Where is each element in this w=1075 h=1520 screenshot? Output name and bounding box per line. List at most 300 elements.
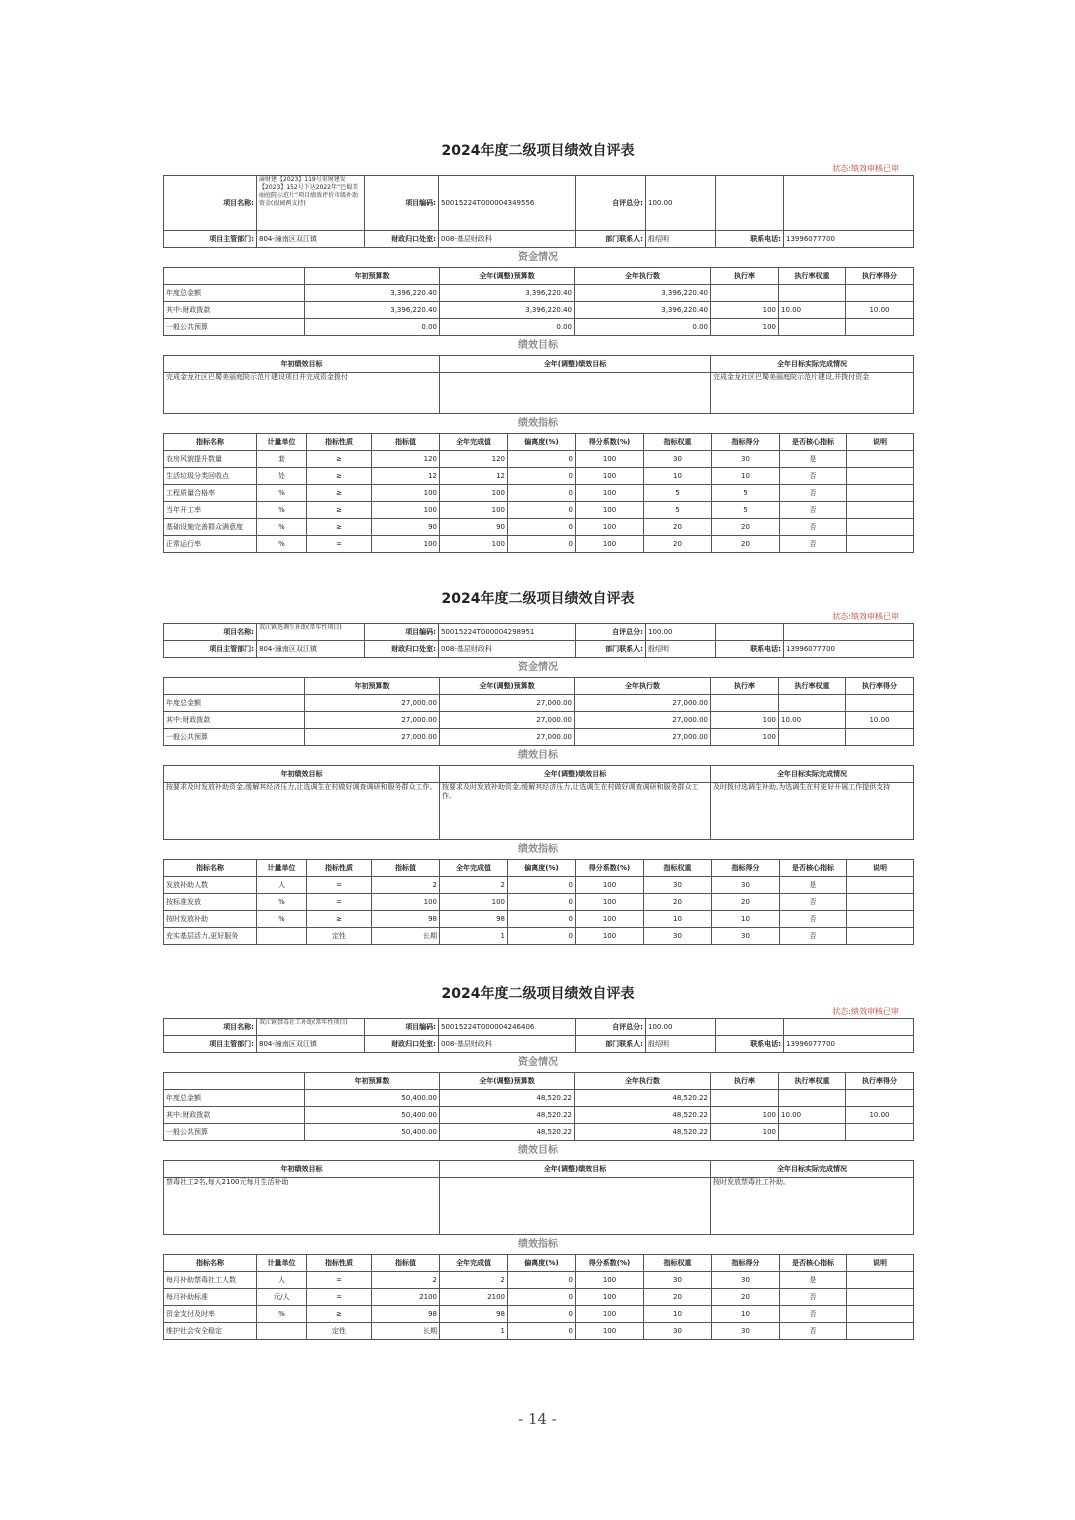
goal-initial: 完成金龙社区巴蜀美丽庭院示范片建设项目并完成资金拨付 xyxy=(164,373,440,414)
indicator-cell: 90 xyxy=(440,519,508,536)
indicator-row xyxy=(164,468,914,485)
indicator-cell xyxy=(847,1306,914,1323)
indicator-cell: 0 xyxy=(508,1306,576,1323)
indicator-cell: = xyxy=(307,894,372,911)
goal-header: 年初绩效目标 xyxy=(164,766,440,783)
fund-cell: 3,396,220.40 xyxy=(305,302,440,319)
fund-header: 全年执行数 xyxy=(575,678,711,695)
fund-row-label: 一般公共预算 xyxy=(164,1124,305,1141)
indicator-cell: ≥ xyxy=(307,502,372,519)
indicator-cell: 否 xyxy=(780,519,847,536)
indicator-cell: 100 xyxy=(576,451,644,468)
indicator-cell: 100 xyxy=(576,519,644,536)
contact-person-value: 殷绍明 xyxy=(646,231,716,248)
fund-cell xyxy=(779,285,846,302)
fund-cell: 0.00 xyxy=(440,319,575,336)
indicator-cell: 否 xyxy=(780,1289,847,1306)
indicator-cell: 100 xyxy=(576,468,644,485)
indicator-cell: 按标准发放 xyxy=(164,894,257,911)
evaluation-table-3 xyxy=(163,983,913,1340)
indicator-cell xyxy=(847,1272,914,1289)
finance-office-label: 财政归口处室: xyxy=(365,1036,439,1053)
indicator-cell: 2 xyxy=(440,1272,508,1289)
indicators-table xyxy=(163,433,914,553)
indicator-header: 指标权重 xyxy=(644,1255,712,1272)
fund-header: 执行率权重 xyxy=(779,268,846,285)
indicator-header-row xyxy=(164,434,914,451)
fund-header: 执行率 xyxy=(711,678,779,695)
indicator-cell: 10 xyxy=(712,911,780,928)
indicator-cell: % xyxy=(257,894,307,911)
indicator-cell: 100 xyxy=(576,894,644,911)
project-code-label: 项目编码: xyxy=(365,624,439,641)
fund-header: 全年(调整)预算数 xyxy=(440,678,575,695)
fund-cell: 48,520.22 xyxy=(440,1107,575,1124)
indicator-cell: 否 xyxy=(780,502,847,519)
indicator-header: 是否核心指标 xyxy=(780,1255,847,1272)
indicator-cell: 否 xyxy=(780,536,847,553)
indicator-cell: 当年开工率 xyxy=(164,502,257,519)
fund-cell xyxy=(779,1090,846,1107)
fund-header: 执行率 xyxy=(711,1073,779,1090)
fund-row-label: 一般公共预算 xyxy=(164,729,305,746)
info-table xyxy=(163,175,914,248)
indicator-header: 指标权重 xyxy=(644,434,712,451)
indicator-cell: 否 xyxy=(780,1323,847,1340)
finance-office-value: 008-基层财政科 xyxy=(439,641,576,658)
empty-cell xyxy=(784,176,914,231)
indicator-row xyxy=(164,485,914,502)
fund-header: 年初预算数 xyxy=(305,1073,440,1090)
indicator-cell: 人 xyxy=(257,1272,307,1289)
phone-label: 联系电话: xyxy=(716,231,784,248)
project-name-value: 双江镇选调生补助(常年性项目) xyxy=(257,624,365,641)
indicator-cell: ≥ xyxy=(307,911,372,928)
fund-row xyxy=(164,695,914,712)
indicator-cell xyxy=(847,877,914,894)
fund-row xyxy=(164,1124,914,1141)
goal-initial: 按要求及时发放补助资金,缓解其经济压力,让选调生在村做好调查调研和服务群众工作。 xyxy=(164,783,440,840)
fund-row xyxy=(164,319,914,336)
indicator-cell: ≥ xyxy=(307,519,372,536)
fund-cell xyxy=(846,285,914,302)
indicator-cell: 100 xyxy=(440,894,508,911)
indicators-section-heading: 绩效指标 xyxy=(518,418,558,429)
fund-cell xyxy=(711,285,779,302)
indicator-row xyxy=(164,451,914,468)
fund-cell: 100 xyxy=(711,729,779,746)
indicator-cell: 30 xyxy=(644,1272,712,1289)
indicator-row xyxy=(164,519,914,536)
indicator-cell: 充实基层活力,更好服务 xyxy=(164,928,257,945)
info-table xyxy=(163,1018,914,1053)
fund-cell xyxy=(711,695,779,712)
fund-cell xyxy=(846,695,914,712)
fund-header: 执行率得分 xyxy=(846,678,914,695)
indicator-cell: 0 xyxy=(508,502,576,519)
status-badge: 状态:绩效审核已审 xyxy=(832,1007,899,1016)
indicator-cell xyxy=(847,485,914,502)
indicator-row xyxy=(164,894,914,911)
fund-row-label: 一般公共预算 xyxy=(164,319,305,336)
indicator-cell: 0 xyxy=(508,1289,576,1306)
indicator-cell: 基础设施完善群众满意度 xyxy=(164,519,257,536)
indicator-cell: 维护社会安全稳定 xyxy=(164,1323,257,1340)
indicator-cell: % xyxy=(257,536,307,553)
table-title: 2024年度二级项目绩效自评表 xyxy=(441,143,635,159)
indicator-cell: 否 xyxy=(780,894,847,911)
indicator-row xyxy=(164,911,914,928)
indicator-cell: 10 xyxy=(712,1306,780,1323)
fund-row xyxy=(164,729,914,746)
indicator-cell: 农房风貌提升数量 xyxy=(164,451,257,468)
indicator-cell: 100 xyxy=(576,485,644,502)
indicator-cell: 100 xyxy=(576,1272,644,1289)
indicator-cell: 30 xyxy=(712,1272,780,1289)
empty-cell xyxy=(716,1019,784,1036)
indicator-header: 指标权重 xyxy=(644,860,712,877)
fund-cell xyxy=(846,1090,914,1107)
fund-cell: 27,000.00 xyxy=(305,729,440,746)
goals-section-heading: 绩效目标 xyxy=(518,340,558,351)
indicator-cell: 100 xyxy=(372,502,440,519)
goals-table xyxy=(163,1160,914,1235)
indicator-cell: 100 xyxy=(576,1306,644,1323)
phone-value: 13996077700 xyxy=(784,641,914,658)
indicator-header: 计量单位 xyxy=(257,1255,307,1272)
indicator-header: 指标得分 xyxy=(712,1255,780,1272)
indicator-cell: 1 xyxy=(440,1323,508,1340)
indicator-cell: 长期 xyxy=(372,1323,440,1340)
status-badge: 状态:绩效审核已审 xyxy=(832,164,899,173)
indicator-header: 指标性质 xyxy=(307,860,372,877)
indicator-cell: 0 xyxy=(508,536,576,553)
indicators-table xyxy=(163,859,914,945)
table-title: 2024年度二级项目绩效自评表 xyxy=(441,986,635,1002)
fund-cell: 3,396,220.40 xyxy=(440,302,575,319)
indicator-cell: % xyxy=(257,519,307,536)
empty-cell xyxy=(164,678,305,695)
fund-cell: 27,000.00 xyxy=(440,729,575,746)
goal-initial: 禁毒社工2名,每人2100元每月生活补助 xyxy=(164,1178,440,1235)
indicator-cell: 10 xyxy=(644,468,712,485)
goal-actual: 完成金龙社区巴蜀美丽庭院示范片建设,并拨付资金 xyxy=(711,373,914,414)
indicator-header: 偏离度(%) xyxy=(508,1255,576,1272)
fund-row-label: 其中:财政拨款 xyxy=(164,712,305,729)
goal-header: 全年目标实际完成情况 xyxy=(711,1161,914,1178)
funds-table xyxy=(163,1072,914,1141)
indicator-header: 指标名称 xyxy=(164,1255,257,1272)
indicator-cell: 2100 xyxy=(440,1289,508,1306)
indicator-cell: 0 xyxy=(508,468,576,485)
indicator-header: 指标值 xyxy=(372,434,440,451)
indicator-cell: 20 xyxy=(712,519,780,536)
page-number: - 14 - xyxy=(518,1410,557,1428)
indicator-cell: 100 xyxy=(576,928,644,945)
indicator-header: 计量单位 xyxy=(257,434,307,451)
fund-cell: 3,396,220.40 xyxy=(575,285,711,302)
indicator-cell: 每月补助标准 xyxy=(164,1289,257,1306)
project-name-label: 项目名称: xyxy=(164,624,257,641)
project-code-label: 项目编码: xyxy=(365,1019,439,1036)
indicator-cell: 0 xyxy=(508,1272,576,1289)
empty-cell xyxy=(716,176,784,231)
indicator-cell: 元/人 xyxy=(257,1289,307,1306)
dept-value: 804-潼南区双江镇 xyxy=(257,231,365,248)
fund-cell: 50,400.00 xyxy=(305,1107,440,1124)
indicator-cell: 12 xyxy=(440,468,508,485)
indicator-header: 指标名称 xyxy=(164,860,257,877)
fund-cell xyxy=(846,319,914,336)
indicator-cell: 100 xyxy=(576,536,644,553)
indicator-header: 偏离度(%) xyxy=(508,860,576,877)
goals-section-heading: 绩效目标 xyxy=(518,1145,558,1156)
indicator-cell: 12 xyxy=(372,468,440,485)
fund-cell: 48,520.22 xyxy=(575,1090,711,1107)
indicator-cell: 30 xyxy=(712,877,780,894)
funds-section-heading: 资金情况 xyxy=(518,252,558,263)
indicator-cell: 100 xyxy=(440,502,508,519)
indicator-cell: 98 xyxy=(372,911,440,928)
indicator-header: 指标得分 xyxy=(712,434,780,451)
funds-table xyxy=(163,677,914,746)
indicator-row xyxy=(164,1289,914,1306)
indicator-cell: 否 xyxy=(780,468,847,485)
indicator-cell xyxy=(847,928,914,945)
goal-header: 全年(调整)绩效目标 xyxy=(440,766,711,783)
fund-cell xyxy=(846,1124,914,1141)
goal-header: 全年(调整)绩效目标 xyxy=(440,356,711,373)
indicator-header: 计量单位 xyxy=(257,860,307,877)
indicator-cell: = xyxy=(307,877,372,894)
fund-header: 执行率得分 xyxy=(846,268,914,285)
dept-label: 项目主管部门: xyxy=(164,641,257,658)
fund-cell: 3,396,220.40 xyxy=(305,285,440,302)
fund-cell: 100 xyxy=(711,302,779,319)
indicator-cell: 否 xyxy=(780,911,847,928)
project-code-label: 项目编码: xyxy=(365,176,439,231)
contact-person-label: 部门联系人: xyxy=(576,231,646,248)
indicator-cell: 是 xyxy=(780,451,847,468)
self-score-value: 100.00 xyxy=(646,176,716,231)
indicator-cell: 1 xyxy=(440,928,508,945)
dept-label: 项目主管部门: xyxy=(164,231,257,248)
indicator-cell: 10 xyxy=(644,911,712,928)
indicator-cell: 20 xyxy=(644,536,712,553)
indicator-row xyxy=(164,877,914,894)
indicator-header-row xyxy=(164,1255,914,1272)
goals-table xyxy=(163,355,914,414)
indicator-cell: 工程质量合格率 xyxy=(164,485,257,502)
indicator-cell: 30 xyxy=(644,1323,712,1340)
goal-adjusted: 按要求及时发放补助资金,缓解其经济压力,让选调生在村做好调查调研和服务群众工作。 xyxy=(440,783,711,840)
indicator-header: 指标得分 xyxy=(712,860,780,877)
goal-header: 全年(调整)绩效目标 xyxy=(440,1161,711,1178)
fund-header: 执行率权重 xyxy=(779,1073,846,1090)
indicator-cell: 定性 xyxy=(307,1323,372,1340)
goal-header: 年初绩效目标 xyxy=(164,1161,440,1178)
indicator-cell: 100 xyxy=(576,1323,644,1340)
indicator-cell: ≥ xyxy=(307,451,372,468)
fund-cell: 27,000.00 xyxy=(575,712,711,729)
fund-header: 全年(调整)预算数 xyxy=(440,1073,575,1090)
indicator-cell: 120 xyxy=(372,451,440,468)
phone-label: 联系电话: xyxy=(716,1036,784,1053)
indicator-header: 是否核心指标 xyxy=(780,434,847,451)
fund-cell: 27,000.00 xyxy=(575,695,711,712)
indicator-header: 全年完成值 xyxy=(440,434,508,451)
indicator-cell: 90 xyxy=(372,519,440,536)
fund-header: 全年执行数 xyxy=(575,1073,711,1090)
indicator-cell: 100 xyxy=(440,536,508,553)
indicator-cell: ≥ xyxy=(307,485,372,502)
indicator-header: 是否核心指标 xyxy=(780,860,847,877)
goal-actual: 按时发放禁毒社工补助。 xyxy=(711,1178,914,1235)
fund-row xyxy=(164,285,914,302)
dept-value: 804-潼南区双江镇 xyxy=(257,641,365,658)
fund-cell: 48,520.22 xyxy=(440,1090,575,1107)
indicator-cell: 是 xyxy=(780,1272,847,1289)
indicator-row xyxy=(164,1306,914,1323)
indicator-cell: 20 xyxy=(712,1289,780,1306)
indicator-cell: 否 xyxy=(780,485,847,502)
fund-cell: 10.00 xyxy=(846,712,914,729)
indicators-section-heading: 绩效指标 xyxy=(518,1239,558,1250)
fund-cell xyxy=(779,1124,846,1141)
indicator-cell: 20 xyxy=(644,894,712,911)
indicator-cell: 98 xyxy=(372,1306,440,1323)
indicator-cell: 0 xyxy=(508,451,576,468)
fund-cell: 10.00 xyxy=(779,1107,846,1124)
fund-cell xyxy=(779,319,846,336)
indicator-row xyxy=(164,536,914,553)
finance-office-value: 008-基层财政科 xyxy=(439,1036,576,1053)
project-name-label: 项目名称: xyxy=(164,176,257,231)
fund-cell: 100 xyxy=(711,712,779,729)
indicator-cell: 5 xyxy=(712,485,780,502)
goal-adjusted xyxy=(440,1178,711,1235)
indicator-header-row xyxy=(164,860,914,877)
indicator-cell: 每月补助禁毒社工人数 xyxy=(164,1272,257,1289)
indicator-cell: ≥ xyxy=(307,468,372,485)
fund-cell xyxy=(779,695,846,712)
fund-header: 执行率 xyxy=(711,268,779,285)
indicator-cell: 否 xyxy=(780,1306,847,1323)
indicator-cell: 按时发放补助 xyxy=(164,911,257,928)
contact-person-value: 殷绍明 xyxy=(646,1036,716,1053)
fund-cell xyxy=(779,729,846,746)
project-name-value: 渝财建【2023】119号重财建发【2023】152号下达2022年“巴蜀美丽庭院示范片”项目绩效评价市级补助资金(很园两支持) xyxy=(257,176,365,231)
project-code-value: 50015224T000004246406 xyxy=(439,1019,576,1036)
contact-person-value: 殷绍明 xyxy=(646,641,716,658)
indicator-cell: 处 xyxy=(257,468,307,485)
fund-header: 全年(调整)预算数 xyxy=(440,268,575,285)
table-title: 2024年度二级项目绩效自评表 xyxy=(441,591,635,607)
indicator-cell: ≥ xyxy=(307,1306,372,1323)
fund-cell: 3,396,220.40 xyxy=(440,285,575,302)
indicator-cell: 100 xyxy=(576,1289,644,1306)
indicator-cell: 0 xyxy=(508,485,576,502)
indicator-cell: 5 xyxy=(712,502,780,519)
fund-cell: 10.00 xyxy=(779,712,846,729)
indicator-header: 指标值 xyxy=(372,860,440,877)
fund-cell: 100 xyxy=(711,1124,779,1141)
indicator-header: 指标值 xyxy=(372,1255,440,1272)
finance-office-label: 财政归口处室: xyxy=(365,231,439,248)
indicator-cell: 30 xyxy=(644,451,712,468)
fund-cell: 48,520.22 xyxy=(575,1107,711,1124)
indicator-cell: = xyxy=(307,1289,372,1306)
indicator-header: 全年完成值 xyxy=(440,860,508,877)
indicator-cell: % xyxy=(257,1306,307,1323)
indicator-cell xyxy=(257,928,307,945)
indicator-cell: 发放补助人数 xyxy=(164,877,257,894)
indicator-cell xyxy=(257,1323,307,1340)
indicator-header: 得分系数(%) xyxy=(576,1255,644,1272)
indicator-header: 指标名称 xyxy=(164,434,257,451)
info-table xyxy=(163,623,914,658)
indicator-cell: 30 xyxy=(644,877,712,894)
indicator-cell: = xyxy=(307,536,372,553)
empty-cell xyxy=(164,1073,305,1090)
indicator-cell: 0 xyxy=(508,1323,576,1340)
goals-table xyxy=(163,765,914,840)
project-name-value: 双江镇禁毒社工补助(常年性项目) xyxy=(257,1019,365,1036)
fund-cell: 27,000.00 xyxy=(575,729,711,746)
fund-header: 年初预算数 xyxy=(305,268,440,285)
fund-cell: 48,520.22 xyxy=(440,1124,575,1141)
fund-cell: 10.00 xyxy=(779,302,846,319)
indicator-cell: 2 xyxy=(372,877,440,894)
indicator-cell xyxy=(847,451,914,468)
fund-cell: 0.00 xyxy=(575,319,711,336)
self-score-value: 100.00 xyxy=(646,1019,716,1036)
fund-cell: 48,520.22 xyxy=(575,1124,711,1141)
indicator-header: 全年完成值 xyxy=(440,1255,508,1272)
fund-cell xyxy=(846,729,914,746)
fund-row-label: 年度总金额 xyxy=(164,285,305,302)
fund-row-label: 其中:财政拨款 xyxy=(164,302,305,319)
indicator-row xyxy=(164,928,914,945)
indicator-cell xyxy=(847,519,914,536)
dept-label: 项目主管部门: xyxy=(164,1036,257,1053)
funds-section-heading: 资金情况 xyxy=(518,1057,558,1068)
fund-row xyxy=(164,1090,914,1107)
indicator-cell: 98 xyxy=(440,911,508,928)
indicator-cell: 30 xyxy=(712,1323,780,1340)
indicator-cell: 0 xyxy=(508,519,576,536)
indicator-cell: 0 xyxy=(508,928,576,945)
indicator-cell xyxy=(847,1323,914,1340)
indicator-cell: 100 xyxy=(576,877,644,894)
indicator-cell xyxy=(847,502,914,519)
indicator-cell: 30 xyxy=(644,928,712,945)
fund-cell: 50,400.00 xyxy=(305,1124,440,1141)
phone-value: 13996077700 xyxy=(784,1036,914,1053)
empty-cell xyxy=(784,624,914,641)
indicator-cell: 20 xyxy=(644,1289,712,1306)
indicator-cell: 10 xyxy=(644,1306,712,1323)
indicator-cell: 20 xyxy=(712,536,780,553)
indicator-cell: % xyxy=(257,485,307,502)
indicator-cell: 120 xyxy=(440,451,508,468)
project-code-value: 50015224T000004349556 xyxy=(439,176,576,231)
indicator-cell: 20 xyxy=(644,519,712,536)
indicator-header: 说明 xyxy=(847,860,914,877)
fund-cell: 50,400.00 xyxy=(305,1090,440,1107)
fund-header: 执行率得分 xyxy=(846,1073,914,1090)
empty-cell xyxy=(784,1019,914,1036)
